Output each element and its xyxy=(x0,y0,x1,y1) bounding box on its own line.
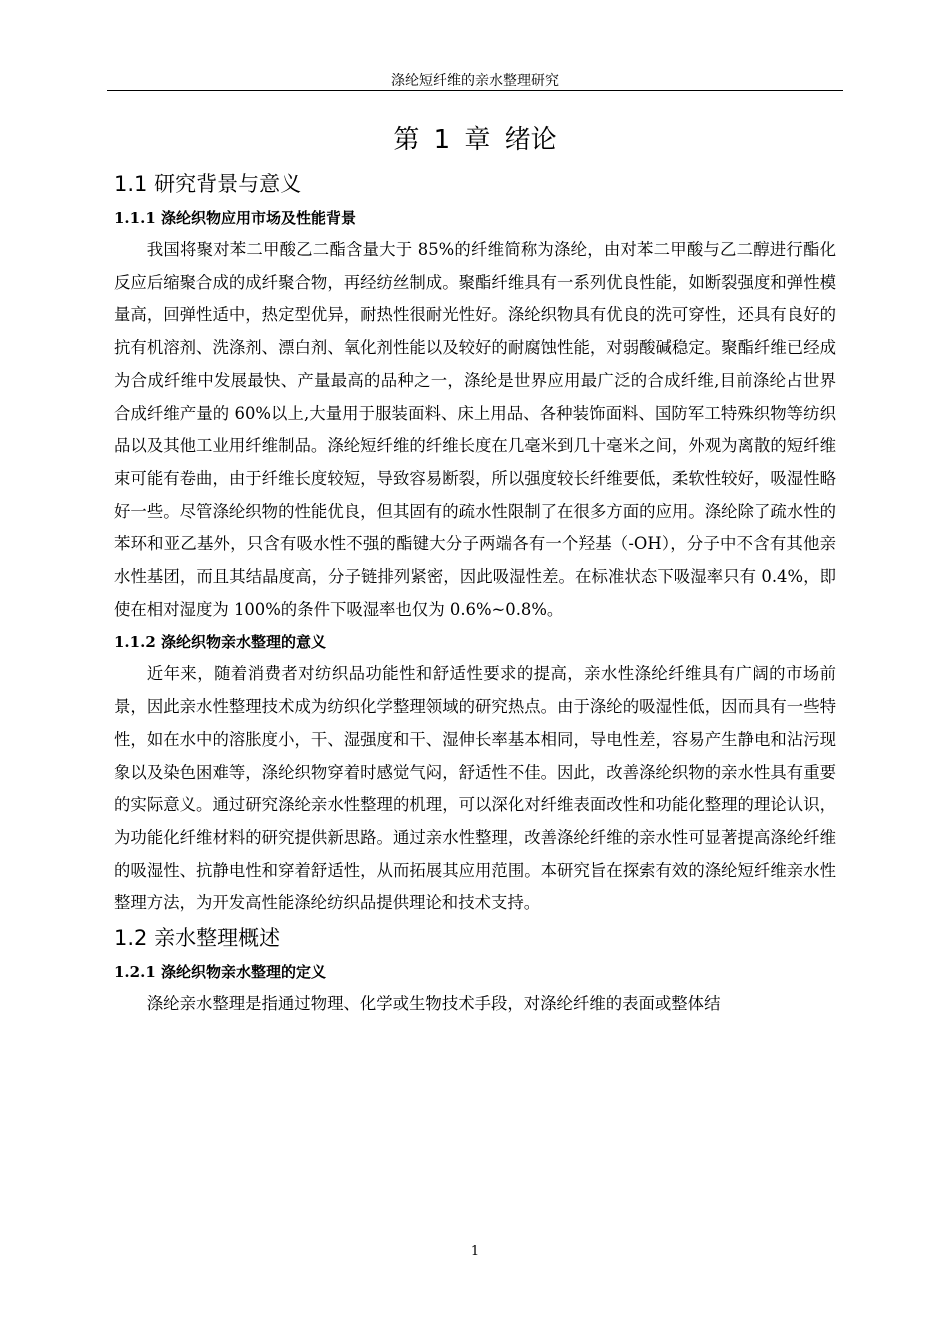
page-number: 1 xyxy=(470,1244,480,1259)
running-header: 涤纶短纤维的亲水整理研究 xyxy=(391,73,559,89)
chapter-title: 第 1 章 绪论 xyxy=(393,125,557,155)
section-heading-1-1: 1.1 研究背景与意义 xyxy=(114,172,302,196)
subsection-heading-1-1-2: 1.1.2 涤纶织物亲水整理的意义 xyxy=(114,633,326,652)
section-heading-1-2: 1.2 亲水整理概述 xyxy=(114,926,281,951)
paragraph-1-1-2: 近年来，随着消费者对纺织品功能性和舒适性要求的提高，亲水性涤纶纤维具有广阔的市场前景，因此亲水性整理技术成为纺织化学整理领域的研究热点。由于涤纶的吸湿性低，因而具有一些特性，如在水中的溶胀度小，干、湿强度和干、湿伸长率基本相同，导电性差，容易产生静电和沾污现象以及染色困难等，涤纶织物穿着时感觉气闷，舒适性不佳。因此，改善涤纶织物的亲水性具有重要的实际意义。通过研究涤纶亲水性整理的机理，可以深化对纤维表面改性和功能化整理的理论认识，为功能化纤维材料的研究提供新思路。通过亲水性整理，改善涤纶纤维的亲水性可显著提高涤纶纤维的吸湿性、抗静电性和穿着舒适性，从而拓展其应用范围。本研究旨在探索有效的涤纶短纤维亲水性整理方法，为开发高性能涤纶纺织品提供理论和技术支持。 xyxy=(114,664,836,913)
subsection-heading-1-2-1: 1.2.1 涤纶织物亲水整理的定义 xyxy=(114,963,326,982)
paragraph-1-1-1: 我国将聚对苯二甲酸乙二酯含量大于 85%的纤维简称为涤纶，由对苯二甲酸与乙二醇进行酯化反应后缩聚合成的成纤聚合物，再经纺丝制成。聚酯纤维具有一系列优良性能，如断裂强度和弹性模量高，回弹性适中，热定型优异，耐热性很耐光性好。涤纶织物具有优良的洗可穿性，还具有良好的抗有机溶剂、洗涤剂、漂白剂、氧化剂性能以及较好的耐腐蚀性能，对弱酸碱稳定。聚酯纤维已经成为合成纤维中发展最快、产量最高的品种之一，涤纶是世界应用最广泛的合成纤维,目前涤纶占世界合成纤维产量的 60%以上,大量用于服装面料、床上用品、各种装饰面料、国防军工特殊织物等纺织品以及其他工业用纤维制品。涤纶短纤维的纤维长度在几毫米到几十毫米之间，外观为离散的短纤维束可能有卷曲，由于纤维长度较短，导致容易断裂，所以强度较长纤维要低，柔软性较好，吸湿性略好一些。尽管涤纶织物的性能优良，但其固有的疏水性限制了在很多方面的应用。涤纶除了疏水性的苯环和亚乙基外，只含有吸水性不强的酯键大分子两端各有一个羟基（-OH），分子中不含有其他亲水性基团，而且其结晶度高，分子链排列紧密，因此吸湿性差。在标准状态下吸湿率只有 0.4%，即使在相对湿度为 100%的条件下吸湿率也仅为 0.6%~0.8%。 xyxy=(114,240,836,619)
header-rule xyxy=(107,90,843,91)
page-content xyxy=(114,120,836,1023)
subsection-heading-1-1-1: 1.1.1 涤纶织物应用市场及性能背景 xyxy=(114,209,356,227)
paragraph-1-2-1: 涤纶亲水整理是指通过物理、化学或生物技术手段，对涤纶纤维的表面或整体结 xyxy=(146,994,721,1014)
